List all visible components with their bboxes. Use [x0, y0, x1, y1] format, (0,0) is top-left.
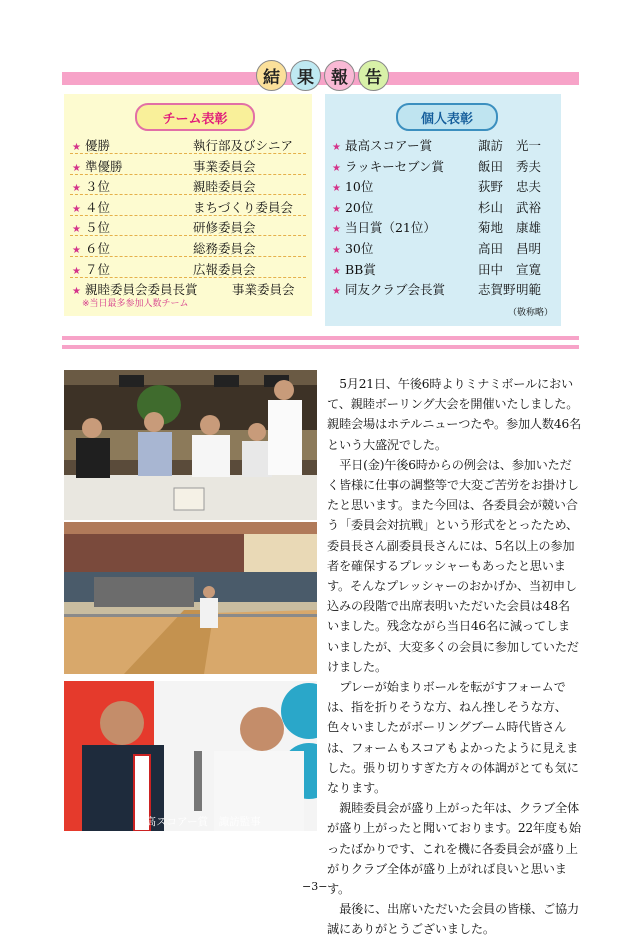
- team-award-row: [72, 136, 110, 154]
- winner-surname: 菊地: [478, 220, 504, 236]
- page-number: −3−: [302, 880, 328, 893]
- row-divider: [70, 277, 306, 278]
- honorific-note: （敬称略）: [508, 308, 554, 318]
- team-award-rank: ３位: [84, 179, 110, 195]
- individual-award-title: 20位: [344, 199, 374, 215]
- paragraph: 親睦委員会が盛り上がった年は、クラブ全体が盛り上がったと聞いております。22年度も始ったばかりです、これを機に各委員会が盛り上がりクラブ全体が盛り上がれば良いと思います。: [327, 801, 581, 897]
- team-award-rank: ４位: [84, 199, 110, 215]
- team-award-rank: 準優勝: [84, 158, 123, 174]
- star-icon: ★: [332, 142, 341, 153]
- title-char: 果: [290, 60, 321, 91]
- winner-surname: 諏訪: [478, 138, 504, 153]
- winner-surname: 田中: [478, 261, 504, 277]
- individual-award-row: [332, 260, 376, 278]
- individual-award-title: 当日賞（21位）: [344, 220, 436, 236]
- team-note: ※当日最多参加人数チーム: [82, 299, 189, 309]
- winner-given-name: 秀夫: [516, 158, 542, 174]
- star-icon: ★: [72, 245, 81, 256]
- team-award-winner: 事業委員会: [232, 282, 295, 298]
- team-award-winner: 広報委員会: [193, 261, 256, 277]
- star-icon: ★: [72, 142, 81, 153]
- individual-award-row: [332, 157, 444, 175]
- winner-surname: 荻野: [478, 179, 504, 195]
- team-award-winner: 総務委員会: [193, 241, 256, 256]
- team-award-row: [72, 198, 110, 216]
- team-award-row: [72, 177, 110, 195]
- star-icon: ★: [332, 286, 341, 298]
- individual-award-title: 30位: [344, 241, 374, 256]
- star-icon: ★: [332, 183, 341, 195]
- team-award-winner: 執行部及びシニア: [193, 138, 294, 153]
- star-icon: ★: [72, 203, 81, 215]
- photo-caption: 最高スコアー賞 諏訪監事: [135, 816, 261, 828]
- star-icon: ★: [332, 203, 341, 215]
- star-icon: ★: [332, 245, 341, 256]
- team-award-winner: 親睦委員会: [193, 179, 256, 195]
- winner-surname: 杉山: [478, 199, 504, 215]
- team-award-row: [72, 260, 110, 278]
- title-char: 報: [324, 60, 355, 91]
- star-icon: ★: [332, 265, 341, 277]
- row-divider: [70, 194, 306, 195]
- paragraph: プレーが始まりボールを転がすフォームでは、指を折りそうな方、ねん挫しそうな方、色々いましたがボーリングブーム時代皆さんは、フォームもスコアもよかったように見えました。張り切りすぎた方々の体調がとても気になります。: [327, 680, 579, 796]
- star-icon: ★: [72, 183, 81, 195]
- individual-award-title: 10位: [344, 179, 374, 195]
- team-awards-heading: チーム表彰: [135, 103, 255, 131]
- article-body: [327, 374, 581, 940]
- individual-award-title: 同友クラブ会長賞: [344, 282, 445, 298]
- bowling-photo: [64, 522, 317, 674]
- row-divider: [70, 256, 306, 257]
- star-icon: ★: [72, 224, 81, 236]
- team-award-winner: まちづくり委員会: [193, 199, 293, 215]
- winner-surname: 飯田: [478, 158, 504, 174]
- team-award-rank: 優勝: [84, 138, 110, 153]
- team-award-rank: 親睦委員会委員長賞: [84, 282, 198, 298]
- star-icon: ★: [332, 162, 341, 174]
- team-award-winner: 研修委員会: [193, 220, 256, 236]
- row-divider: [70, 215, 306, 216]
- team-award-rank: ７位: [84, 261, 110, 277]
- star-icon: ★: [72, 286, 81, 298]
- star-icon: ★: [332, 224, 341, 236]
- star-icon: ★: [72, 265, 81, 277]
- title-char: 結: [256, 60, 287, 91]
- winner-given-name: 宣寛: [516, 261, 542, 277]
- individual-award-title: BB賞: [344, 261, 376, 277]
- winner-given-name: 昌明: [516, 241, 542, 256]
- winner-surname: 志賀野: [478, 282, 516, 298]
- team-award-winner: 事業委員会: [193, 158, 256, 174]
- title-char: 告: [358, 60, 389, 91]
- star-icon: ★: [72, 162, 81, 174]
- award-photo: [64, 681, 317, 831]
- winner-given-name: 忠夫: [516, 179, 542, 195]
- paragraph: 最後に、出席いただいた会員の皆様、ご協力誠にありがとうございました。: [327, 902, 579, 937]
- winner-given-name: 明範: [516, 282, 542, 298]
- individual-award-row: [332, 136, 432, 154]
- winner-given-name: 光一: [516, 138, 542, 153]
- winner-surname: 高田: [478, 241, 504, 256]
- winner-given-name: 武裕: [516, 199, 542, 215]
- individual-award-title: ラッキーセブン賞: [344, 158, 444, 174]
- team-award-row: [72, 157, 122, 175]
- page-title: [256, 60, 389, 91]
- individual-award-row: [332, 218, 436, 236]
- individual-award-row: [332, 177, 373, 195]
- team-award-rank: ５位: [84, 220, 110, 236]
- winner-given-name: 康雄: [516, 220, 542, 236]
- team-award-row: [72, 239, 110, 257]
- team-award-rank: ６位: [84, 241, 110, 256]
- individual-awards-heading: 個人表彰: [396, 103, 498, 131]
- divider: [62, 345, 579, 349]
- individual-award-row: [332, 239, 373, 257]
- paragraph: 平日(金)午後6時からの例会は、参加いただく皆様に仕事の調整等で大変ご苦労をお掛けしたと思います。また今回は、各委員会が競い合う「委員会対抗戦」という形式をとったため、委員長さん副委員長さんには、5名以上の参加者を確保するプレッシャーもあったと思います。そんなプレッシャーのおかげか、当初申し込みの段階で出席表明いただいた会員は48名いました。残念ながら当日46名に減ってしまいましたが、大変多くの会員に参加していただけました。: [327, 457, 579, 674]
- individual-award-row: [332, 280, 445, 298]
- individual-award-title: 最高スコアー賞: [344, 138, 433, 153]
- row-divider: [70, 235, 306, 236]
- paragraph: 5月21日、午後6時よりミナミボールにおいて、親睦ボーリング大会を開催いたしました。親睦会場はホテルニューつたや。参加人数46名という大盛況でした。: [327, 377, 582, 452]
- team-award-row: [72, 218, 110, 236]
- row-divider: [70, 153, 306, 154]
- divider: [62, 336, 579, 340]
- row-divider: [70, 174, 306, 175]
- reception-photo: [64, 370, 317, 520]
- individual-award-row: [332, 198, 373, 216]
